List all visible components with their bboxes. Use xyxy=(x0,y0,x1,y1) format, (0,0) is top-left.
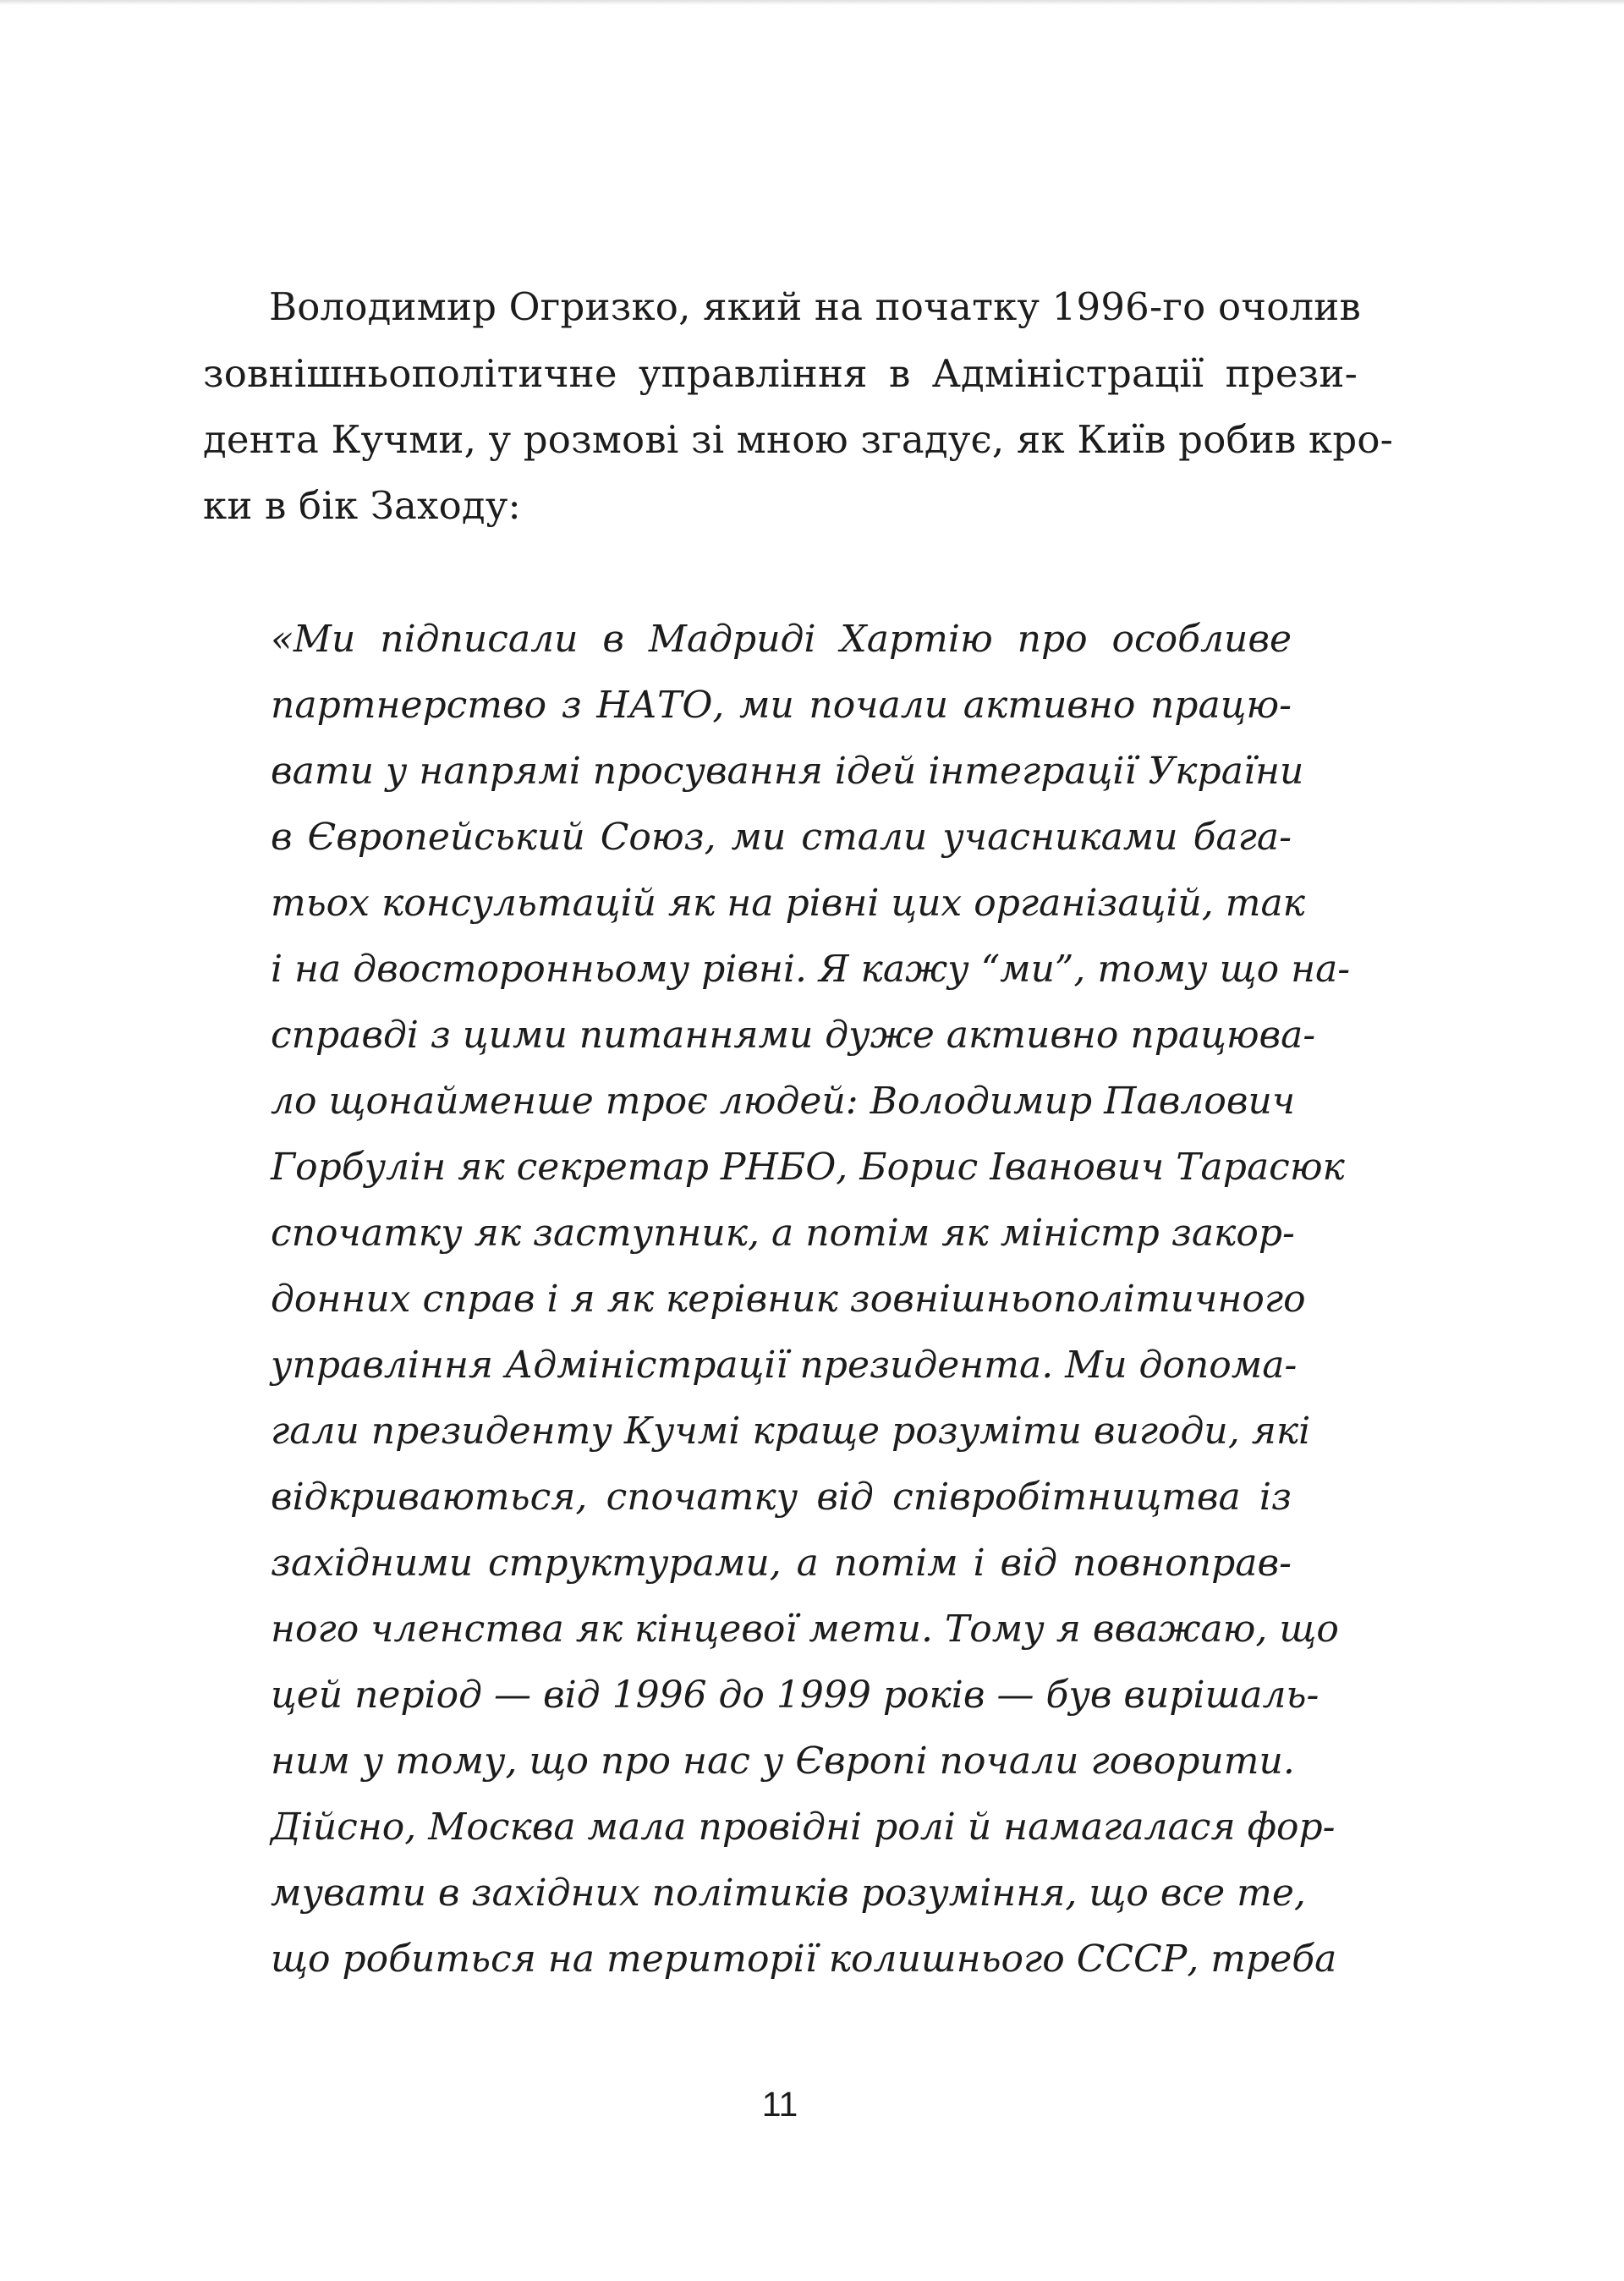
quote-line: ним у тому, що про нас у Європі почали говорити. xyxy=(271,1740,1295,1783)
page-number: 11 xyxy=(761,2085,798,2124)
quote-line: мувати в західних політиків розуміння, що все те, xyxy=(271,1872,1306,1915)
quote-line: вати у напрямі просування ідей інтеграції України xyxy=(271,750,1304,793)
quote-line: справді з цими питаннями дуже активно працюва- xyxy=(271,1014,1316,1057)
quote-line: Дійсно, Москва мала провідні ролі й намагалася фор- xyxy=(271,1806,1336,1849)
quote-line: Горбулін як секретар РНБО, Борис Іванович Тарасюк xyxy=(271,1146,1345,1189)
paragraph-line: дента Кучми, у розмові зі мною згадує, як Київ робив кро- xyxy=(203,417,1394,462)
quote-line: управління Адміністрації президента. Ми допома- xyxy=(271,1344,1298,1387)
quote-line: тьох консультацій як на рівні цих організацій, так xyxy=(271,882,1305,925)
paragraph-line: зовнішньополітичне управління в Адміністрації прези- xyxy=(203,351,1358,396)
quote-line: в Європейський Союз, ми стали учасниками бага- xyxy=(271,816,1292,859)
quote-line: ло щонайменше троє людей: Володимир Павлович xyxy=(271,1080,1296,1123)
quote-line: спочатку як заступник, а потім як міністр закор- xyxy=(271,1212,1295,1255)
paragraph-line: Володимир Огризко, який на початку 1996-го очолив xyxy=(269,284,1362,329)
paragraph-line: ки в бік Заходу: xyxy=(203,483,521,528)
quote-line: західними структурами, а потім і від повноправ- xyxy=(271,1542,1292,1585)
quote-line: ного членства як кінцевої мети. Тому я вважаю, що xyxy=(271,1608,1339,1651)
quote-line: гали президенту Кучмі краще розуміти вигоди, які xyxy=(271,1410,1311,1453)
quote-line: і на двосторонньому рівні. Я кажу “ми”, тому що на- xyxy=(271,948,1351,991)
quote-line: «Ми підписали в Мадриді Хартію про особливе xyxy=(271,618,1292,661)
quote-line: цей період — від 1996 до 1999 років — був вирішаль- xyxy=(271,1674,1320,1717)
quote-line: партнерство з НАТО, ми почали активно працю- xyxy=(271,684,1292,727)
quote-line: що робиться на території колишнього СССР, треба xyxy=(271,1937,1337,1981)
quote-line: відкриваються, спочатку від співробітництва із xyxy=(271,1476,1292,1519)
quote-line: донних справ і я як керівник зовнішньополітичного xyxy=(271,1278,1306,1321)
